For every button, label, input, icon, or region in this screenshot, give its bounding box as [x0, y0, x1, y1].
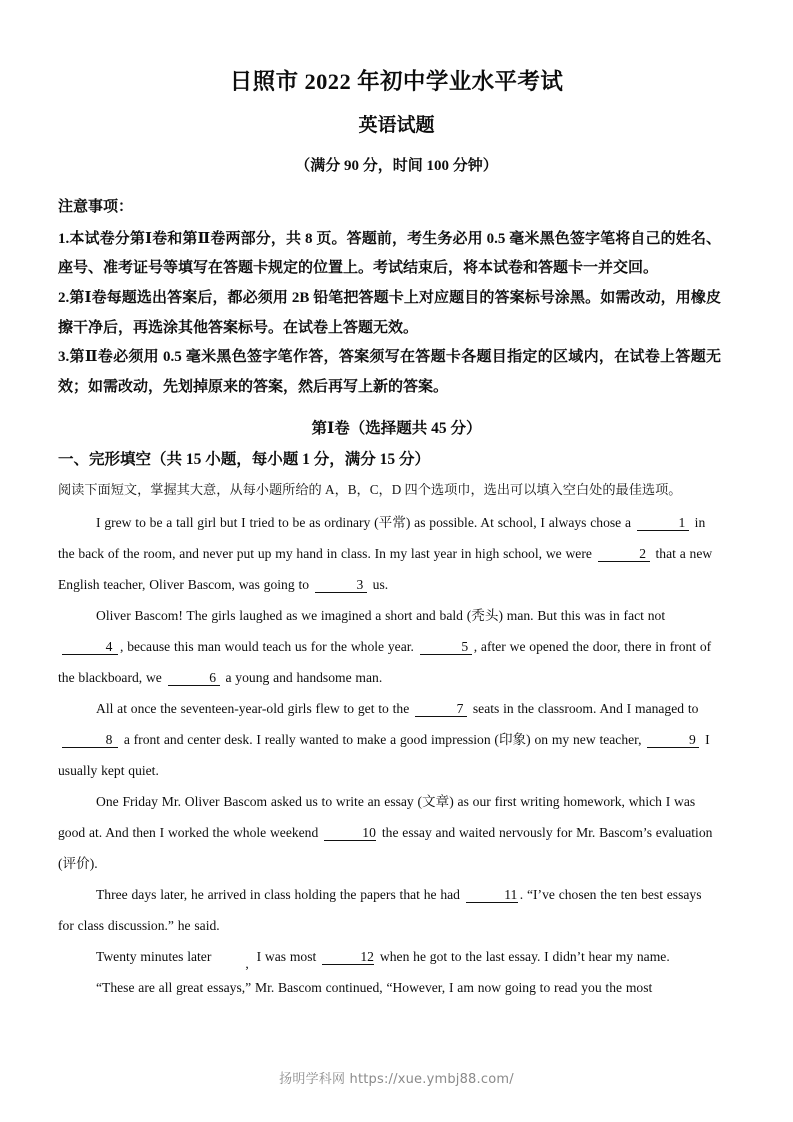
cloze-blank-10[interactable]: 10 — [324, 826, 376, 841]
section-heading-cloze: 一、完形填空（共 15 小题，每小题 1 分，满分 15 分） — [58, 450, 431, 468]
cloze-blank-8[interactable]: 8 — [62, 733, 118, 748]
passage-text: “These are all great essays,” Mr. Bascom continued, “However, I am now going to read you the most — [96, 979, 653, 995]
passage-text: Oliver Bascom! The girls laughed as we imagined a short and bald (秃头) man. But this was in fact not — [96, 607, 666, 623]
notice-item-3: 3.第Ⅱ卷必须用 0.5 毫米黑色签字笔作答，答案须写在答题卡各题目指定的区域内，在试卷上答题无效；如需改动，先划掉原来的答案，然后再写上新的答案。 — [58, 349, 721, 395]
passage-text: seats in the classroom. And I managed to — [472, 700, 699, 716]
cloze-blank-7[interactable]: 7 — [415, 702, 467, 717]
score-and-time-line: （满分 90 分，时间 100 分钟） — [295, 157, 498, 174]
passage-text: us. — [372, 576, 389, 592]
passage-paragraph-1 — [58, 508, 721, 601]
cloze-blank-4[interactable]: 4 — [62, 640, 118, 655]
page-title: 日照市 2022 年初中学业水平考试 — [229, 69, 564, 94]
passage-text: . “I’ve chosen the ten best essays for class discussion.” he said. — [58, 886, 702, 933]
paper-part-label: 第Ⅰ卷（选择题共 45 分） — [311, 419, 482, 437]
passage-text: I usually kept quiet. — [58, 731, 710, 778]
passage-text: when he got to the last essay. I didn’t hear my name. — [379, 948, 670, 964]
notice-section — [0, 175, 793, 403]
passage-text: , because this man would teach us for the whole year. — [120, 638, 414, 654]
passage-paragraph-5 — [58, 880, 721, 942]
footer-watermark: 扬明学科网 https://xue.ymbj88.com/ — [279, 1072, 514, 1087]
passage-text: , after we opened the door, there in front of the blackboard, we — [58, 638, 712, 685]
passage-paragraph-2 — [58, 601, 721, 694]
passage-text: Twenty minutes later — [96, 948, 212, 964]
cloze-blank-12[interactable]: 12 — [322, 950, 374, 965]
page-subtitle: 英语试题 — [358, 115, 435, 136]
cloze-blank-6[interactable]: 6 — [168, 671, 220, 686]
passage-paragraph-7 — [58, 973, 721, 1004]
notice-item-2: 2.第Ⅰ卷每题选出答案后，都必须用 2B 铅笔把答题卡上对应题目的答案标号涂黑。如需改动，用橡皮擦干净后，再选涂其他答案标号。在试卷上答题无效。 — [58, 289, 721, 336]
passage-text: One Friday Mr. Oliver Bascom asked us to write an essay (文章) as our first writing homework, which I was good at. And then I worked the whole weekend — [58, 793, 696, 840]
cloze-blank-1[interactable]: 1 — [637, 516, 689, 531]
passage-text: a front and center desk. I really wanted to make a good impression (印象) on my new teacher, — [123, 731, 642, 747]
cloze-blank-11[interactable]: 11 — [466, 888, 518, 903]
passage-text: All at once the seventeen-year-old girls flew to get to the — [96, 700, 410, 716]
passage-text: I grew to be a tall girl but I tried to be as ordinary (平常) as possible. At school, I always chose a — [96, 514, 632, 530]
passage-text: I was most — [256, 948, 317, 964]
cloze-blank-2[interactable]: 2 — [598, 547, 650, 562]
passage-paragraph-4 — [58, 787, 721, 880]
section-direction: 阅读下面短文，掌握其大意，从每小题所给的 A，B，C，D 四个选项巾，选出可以填入空白处的最佳选项。 — [58, 481, 682, 497]
cloze-blank-9[interactable]: 9 — [647, 733, 699, 748]
notice-heading: 注意事项： — [58, 198, 134, 215]
scan-artifact-comma: , — [245, 955, 249, 971]
passage-paragraph-6 — [58, 942, 721, 973]
cloze-passage — [0, 500, 793, 1004]
passage-text: Three days later, he arrived in class holding the papers that he had — [96, 886, 460, 902]
passage-text: a young and handsome man. — [225, 669, 383, 685]
cloze-blank-5[interactable]: 5 — [420, 640, 472, 655]
passage-text: in the back of the room, and never put up my hand in class. In my last year in high school, we were — [58, 514, 706, 561]
passage-text: that a new English teacher, Oliver Bascom, was going to — [58, 545, 713, 592]
passage-text: the essay and waited nervously for Mr. Bascom’s evaluation (评价). — [58, 824, 713, 871]
cloze-blank-3[interactable]: 3 — [315, 578, 367, 593]
notice-item-1: 1.本试卷分第Ⅰ卷和第Ⅱ卷两部分，共 8 页。答题前，考生务必用 0.5 毫米黑色签字笔将自己的姓名、座号、准考证号等填写在答题卡规定的位置上。考试结束后，将本试卷和答题卡一并交回。 — [58, 230, 721, 277]
passage-paragraph-3 — [58, 694, 721, 787]
